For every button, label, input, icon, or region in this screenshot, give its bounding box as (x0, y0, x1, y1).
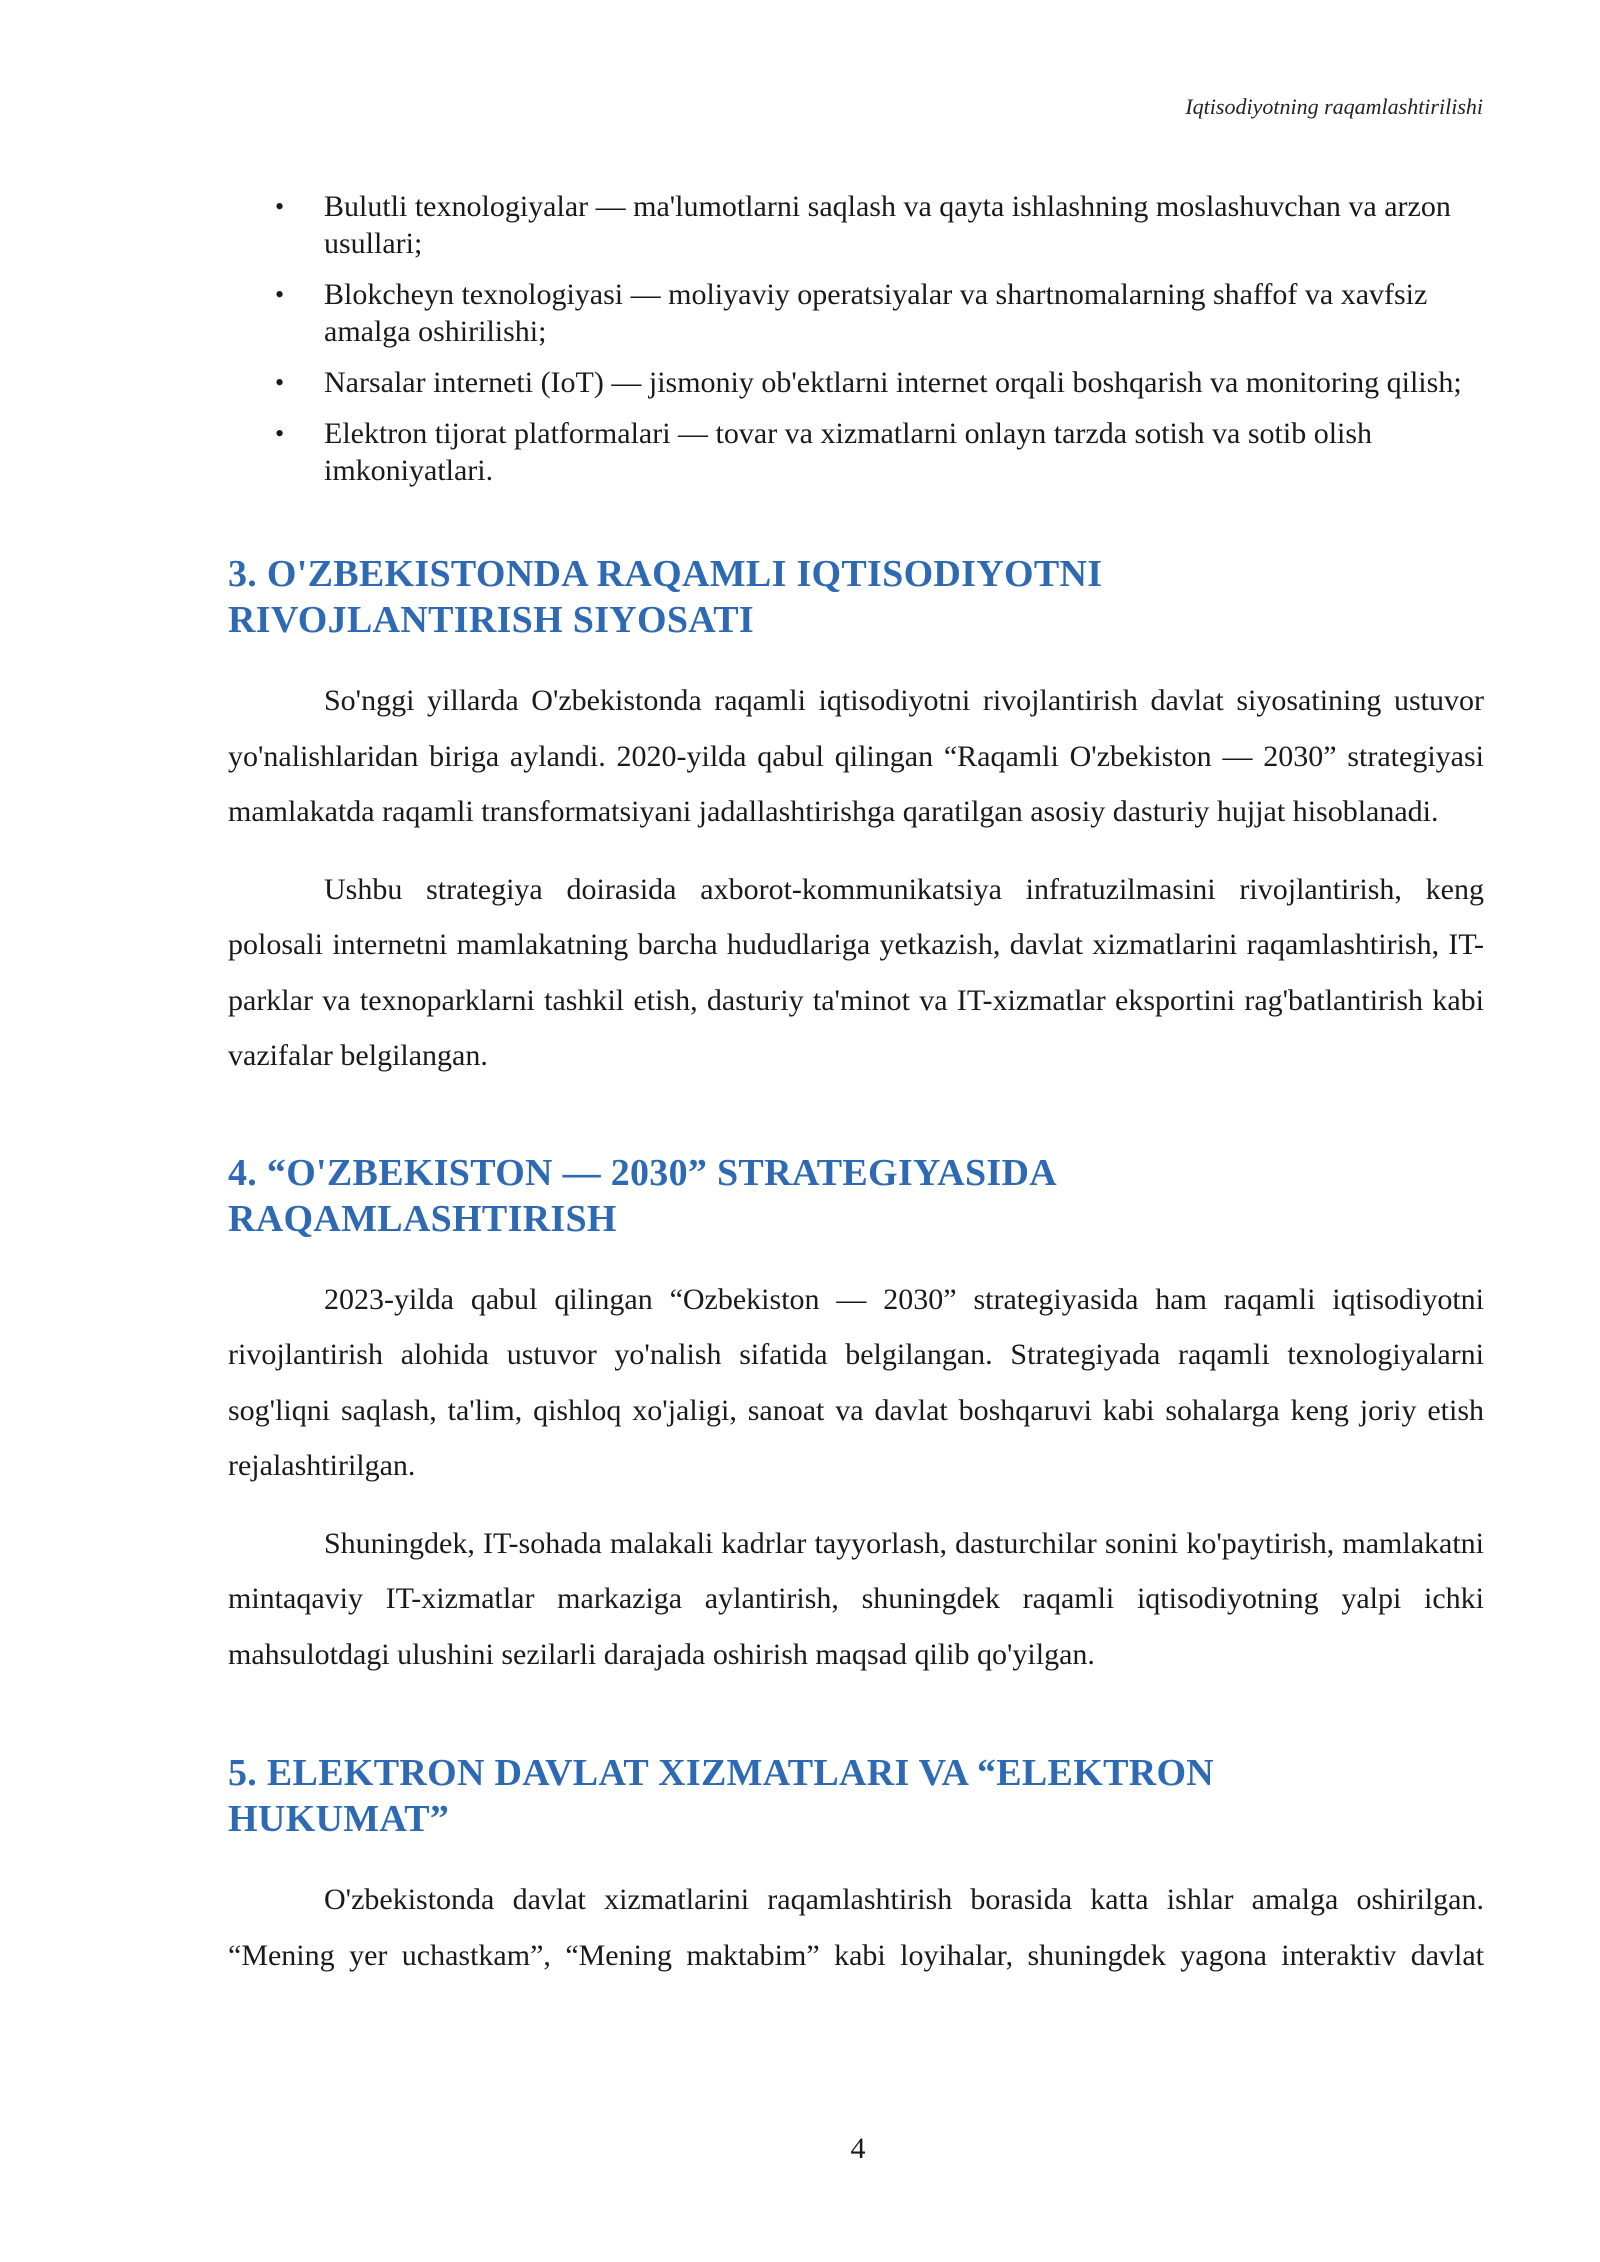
section-3-heading-line1: 3. O'ZBEKISTONDA RAQAMLI IQTISODIYOTNI (228, 553, 1103, 595)
section-4-paragraph-2: Shuningdek, IT-sohada malakali kadrlar tayyorlash, dasturchilar sonini ko'paytirish, mamlakatni mintaqaviy IT-xizmatlar markaziga aylantirish, shuningdek raqamli iqtisodiyotning yalpi ichki mahsulotdagi ulushini sezilarli darajada oshirish maqsad qilib qo'yilgan. (228, 1526, 1484, 1671)
list-item (228, 364, 1484, 401)
list-item-text: Narsalar interneti (IoT) — jismoniy ob'ektlarni internet orqali boshqarish va monitoring qilish; (324, 366, 1462, 399)
section-3-heading (228, 551, 1484, 643)
list-item (228, 415, 1484, 489)
bullet-icon: • (275, 368, 285, 397)
section-4-heading (228, 1150, 1484, 1242)
page-content (228, 188, 1484, 1983)
bullet-icon: • (275, 419, 285, 448)
section-4-paragraph-1: 2023-yilda qabul qilingan “Ozbekiston — 2030” strategiyasida ham raqamli iqtisodiyotni rivojlantirish alohida ustuvor yo'nalish sifatida belgilangan. Strategiyada raqamli texnologiyalarni sog'liqni saqlash, ta'lim, qishloq xo'jaligi, sanoat va davlat boshqaruvi kabi sohalarga keng joriy etish rejalashtirilgan. (228, 1282, 1484, 1482)
section-5-heading-line1: 5. ELEKTRON DAVLAT XIZMATLARI VA “ELEKTRON (228, 1752, 1215, 1794)
bullet-list (228, 188, 1484, 489)
section-5-heading (228, 1750, 1484, 1842)
bullet-icon: • (275, 280, 285, 309)
section-3-heading-line2: RIVOJLANTIRISH SIYOSATI (228, 599, 754, 641)
running-header: Iqtisodiyotning raqamlashtirilishi (1185, 94, 1483, 119)
section-3-paragraph-2: Ushbu strategiya doirasida axborot-kommunikatsiya infratuzilmasini rivojlantirish, keng polosali internetni mamlakatning barcha hududlariga yetkazish, davlat xizmatlarini raqamlashtirish, IT-parklar va texnoparklarni tashkil etish, dasturiy ta'minot va IT-xizmatlar eksportini rag'batlantirish kabi vazifalar belgilangan. (228, 872, 1484, 1072)
section-4-heading-line2: RAQAMLASHTIRISH (228, 1197, 617, 1240)
section-5-paragraph-1: O'zbekistonda davlat xizmatlarini raqamlashtirish borasida katta ishlar amalga oshirilgan. “Mening yer uchastkam”, “Mening maktabim” kabi loyihalar, shuningdek yagona interaktiv davlat (228, 1883, 1484, 1972)
list-item-text: Bulutli texnologiyalar — ma'lumotlarni saqlash va qayta ishlashning moslashuvchan va arzon usullari; (324, 190, 1451, 260)
page-number: 4 (850, 2132, 866, 2165)
section-4-heading-line1: 4. “O'ZBEKISTON — 2030” STRATEGIYASIDA (228, 1151, 1057, 1194)
list-item-text: Blokcheyn texnologiyasi — moliyaviy operatsiyalar va shartnomalarning shaffof va xavfsiz amalga oshirilishi; (324, 278, 1428, 348)
list-item-text: Elektron tijorat platformalari — tovar va xizmatlarni onlayn tarzda sotish va sotib olish imkoniyatlari. (324, 417, 1373, 487)
section-5-heading-line2: HUKUMAT” (228, 1798, 450, 1840)
section-3-paragraph-1: So'nggi yillarda O'zbekistonda raqamli iqtisodiyotni rivojlantirish davlat siyosatining ustuvor yo'nalishlaridan biriga aylandi. 2020-yilda qabul qilingan “Raqamli O'zbekiston — 2030” strategiyasi mamlakatda raqamli transformatsiyani jadallashtirishga qaratilgan asosiy dasturiy hujjat hisoblanadi. (228, 684, 1484, 828)
bullet-icon: • (275, 192, 285, 221)
list-item (228, 276, 1484, 350)
list-item (228, 188, 1484, 262)
